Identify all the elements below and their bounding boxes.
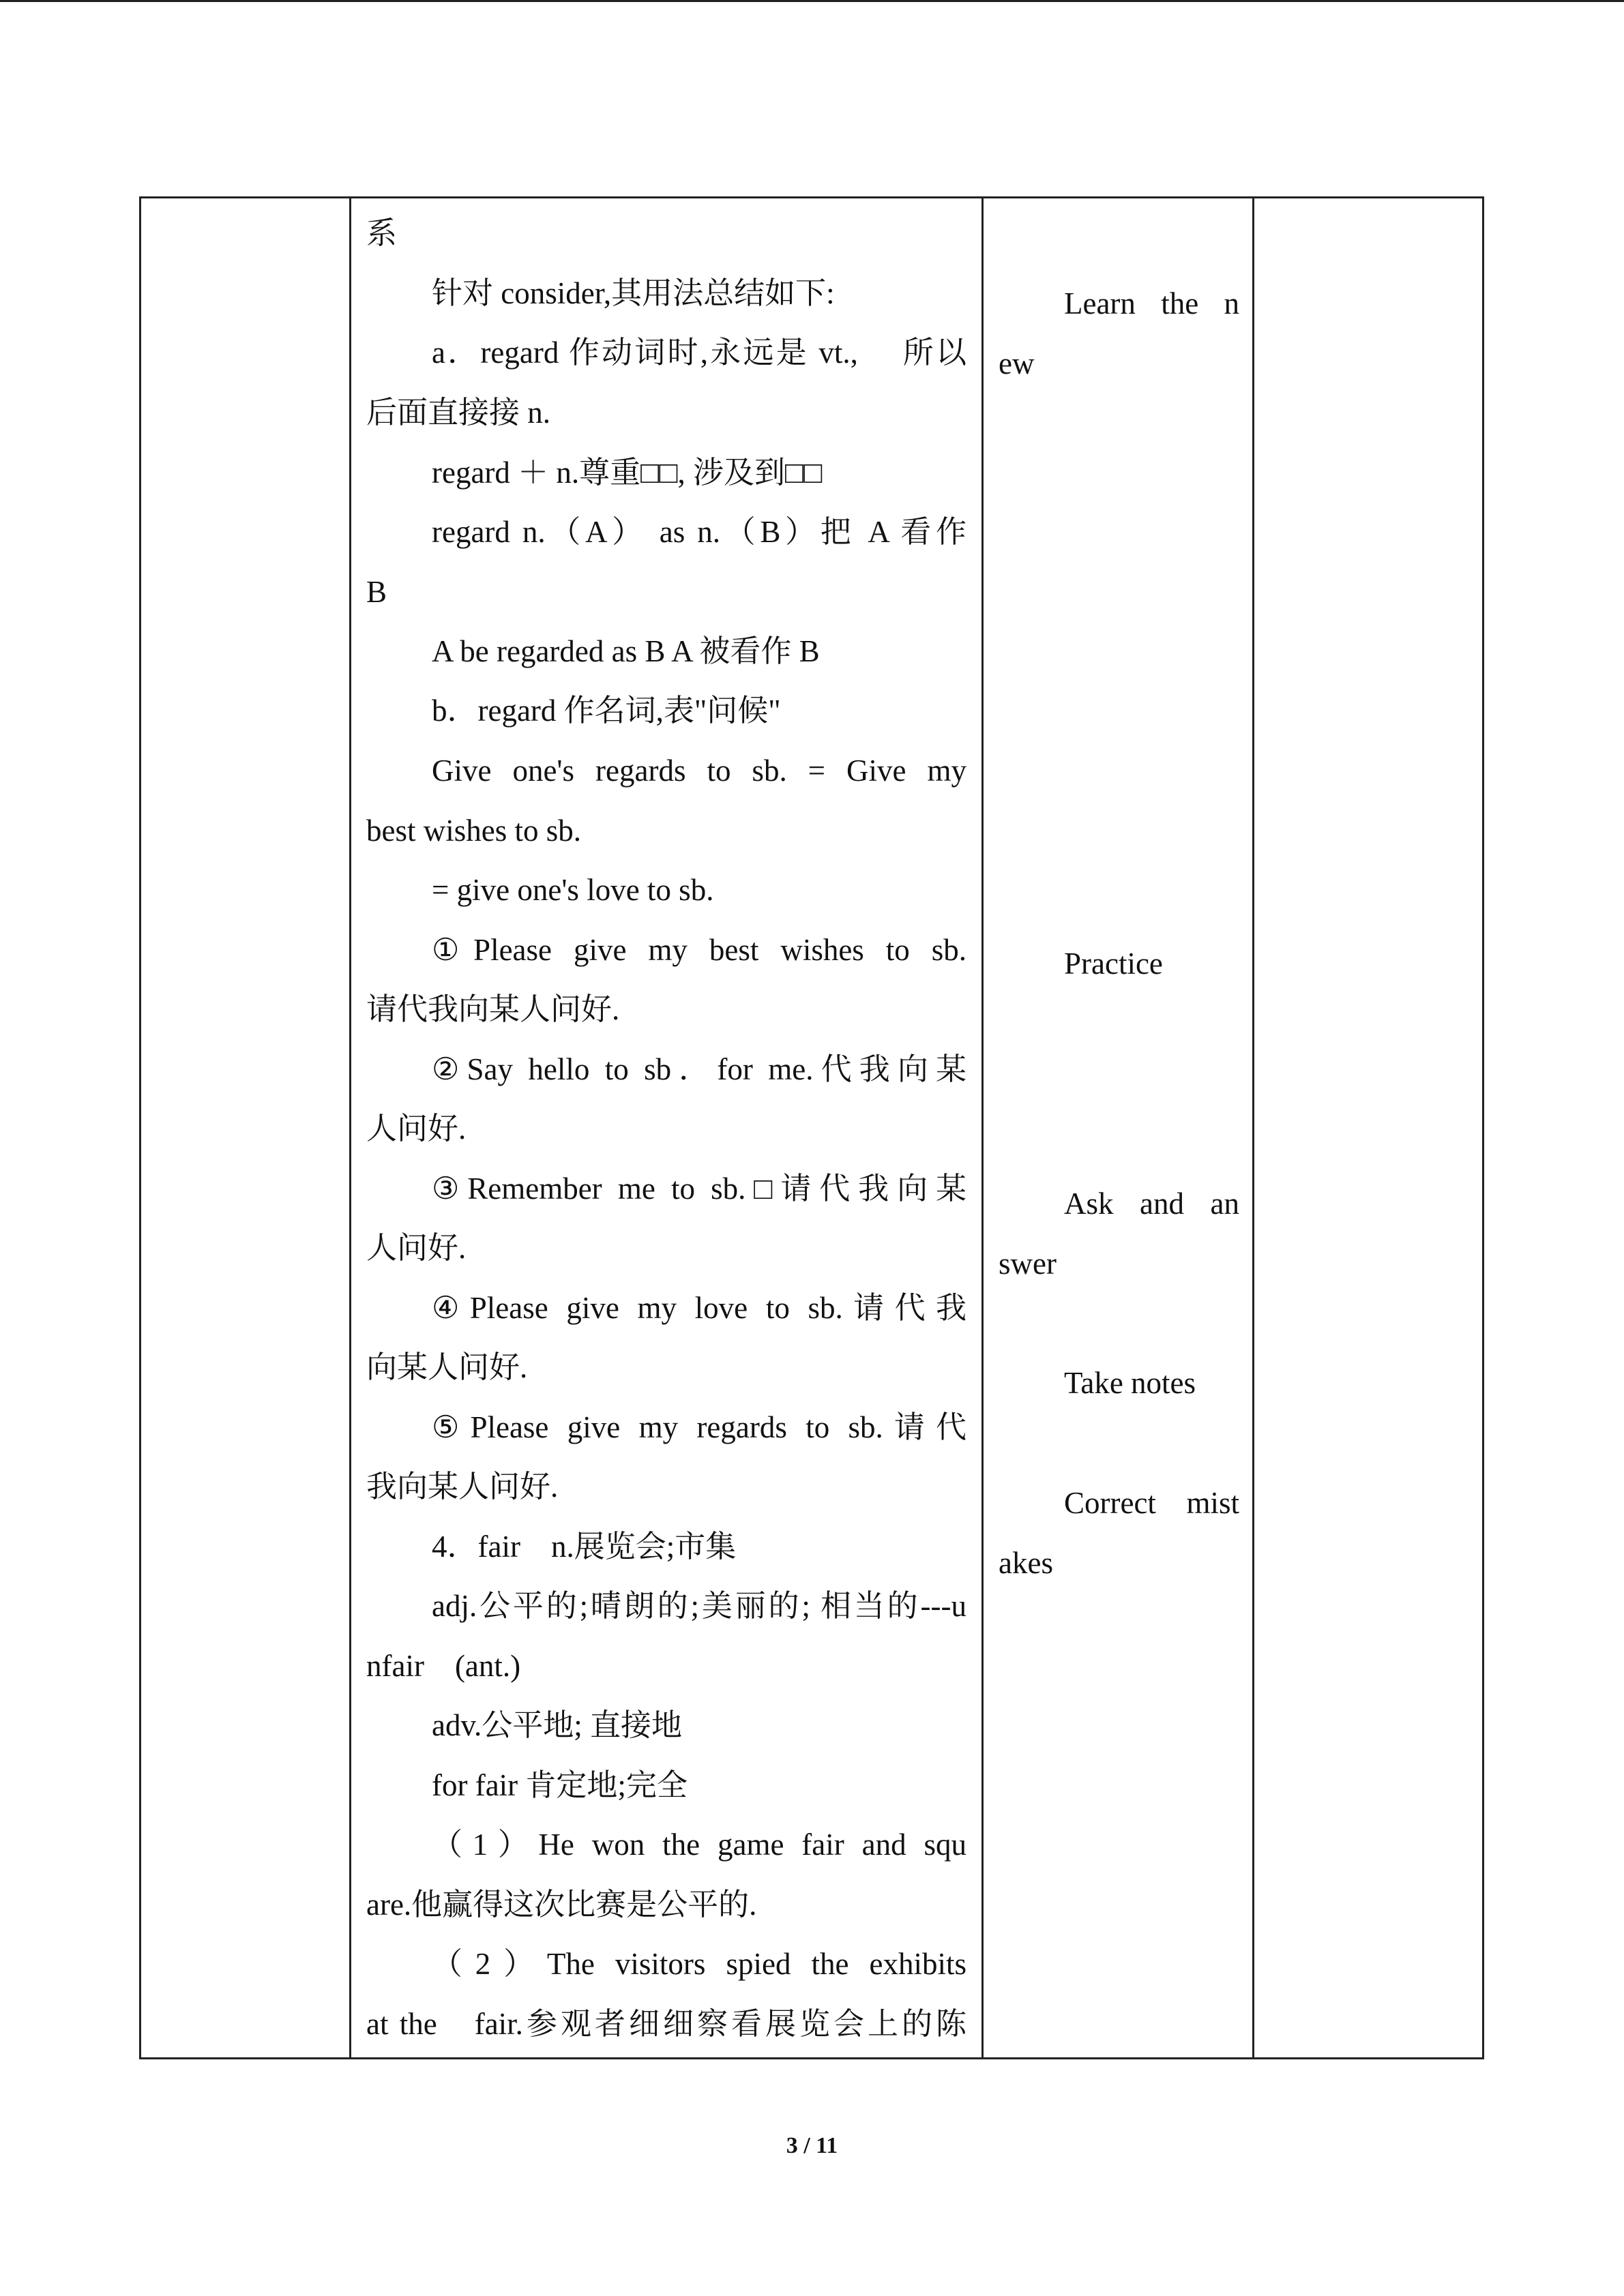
content-line: a．regard 作动词时,永远是 vt., 所以 [432,336,966,370]
content-line: ①Please give my best wishes to sb. [432,933,966,967]
activity-line: Take notes [1064,1366,1196,1400]
content-line: for fair 肯定地;完全 [432,1768,688,1802]
content-line: = give one's love to sb. [432,873,714,907]
content-line: b．regard 作名词,表"问候" [432,694,781,728]
last-column-cell [1254,198,1482,2057]
activity-line: swer [999,1247,1057,1281]
activity-line: ew [999,346,1035,381]
student-activity-cell [984,198,1254,2057]
activity-line: Learn the n [1064,286,1239,320]
activity-line: Ask and an [1064,1187,1239,1221]
content-line: 系 [366,216,398,250]
content-line: regard ＋ n.尊重□□, 涉及到□□ [432,456,823,490]
content-line: 人问好. [366,1112,467,1146]
content-line: nfair (ant.) [366,1649,521,1683]
page-number: 3 / 11 [786,2133,838,2158]
content-line: are.他赢得这次比赛是公平的. [366,1888,757,1922]
content-line: 人问好. [366,1231,467,1265]
content-line: best wishes to sb. [366,814,581,848]
content-line: 请代我向某人问好. [366,992,620,1026]
page-top-border [0,0,1624,2]
content-line: ③Remember me to sb.□请代我向某 [432,1172,966,1206]
activity-line: akes [999,1546,1053,1580]
content-line: regard n.（A） as n.（B）把 A 看作 [432,515,966,549]
content-line: ②Say hello to sb．for me.代我向某 [432,1052,966,1086]
content-line: 我向某人问好. [366,1470,559,1504]
teaching-content-cell [351,198,981,2057]
activity-line: Practice [1064,946,1163,981]
content-line: （1）He won the game fair and squ [432,1828,966,1862]
content-line: （2）The visitors spied the exhibits [432,1947,966,1981]
activity-line: Correct mist [1064,1486,1239,1520]
content-line: 后面直接接 n. [366,396,551,430]
content-line: at the fair.参观者细细察看展览会上的陈 [366,2007,966,2041]
content-line: A be regarded as B A 被看作 B [432,634,820,668]
content-line: ④Please give my love to sb.请代我 [432,1291,966,1325]
content-line: B [366,575,387,609]
content-line: adj.公平的;晴朗的;美丽的; 相当的---u [432,1589,966,1623]
content-line: Give one's regards to sb. = Give my [432,754,966,788]
content-line: 4．fair n.展览会;市集 [432,1530,737,1564]
content-line: ⑤Please give my regards to sb.请代 [432,1410,966,1444]
content-line: adv.公平地; 直接地 [432,1708,683,1742]
first-column-cell [141,198,349,2057]
lesson-table [139,196,1484,2059]
content-line: 针对 consider,其用法总结如下: [432,276,835,310]
content-line: 向某人问好. [366,1350,528,1384]
